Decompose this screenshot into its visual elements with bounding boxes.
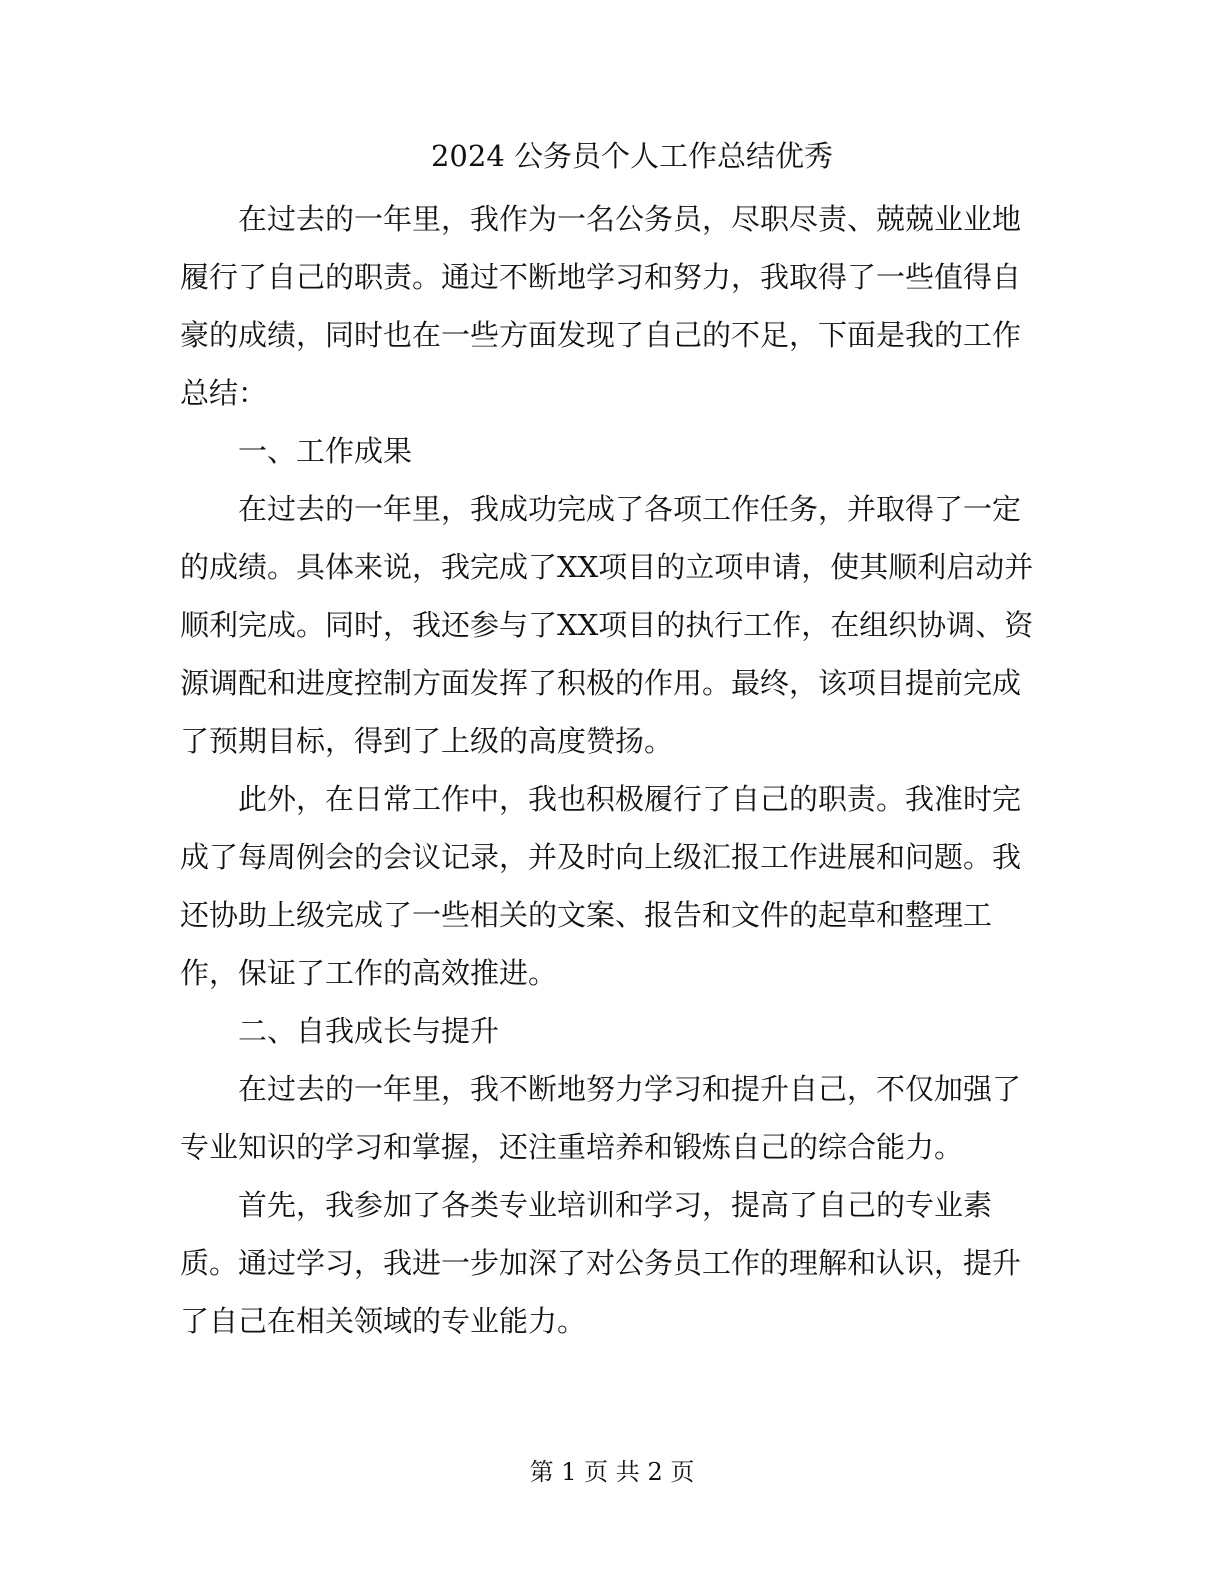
paragraph-daily-work: 此外，在日常工作中，我也积极履行了自己的职责。我准时完成了每周例会的会议记录，并及时向上级汇报工作进展和问题。我还协助上级完成了一些相关的文案、报告和文件的起草和整理工作，保证了工作的高效推进。 [180,782,1022,990]
paragraph-self-growth: 在过去的一年里，我不断地努力学习和提升自己，不仅加强了专业知识的学习和掌握，还注重培养和锻炼自己的综合能力。 [180,1072,1022,1164]
section-heading-self-growth: 二、自我成长与提升 [238,1014,500,1048]
paragraph-training: 首先，我参加了各类专业培训和学习，提高了自己的专业素质。通过学习，我进一步加深了对公务员工作的理解和认识，提升了自己在相关领域的专业能力。 [180,1188,1022,1338]
section-heading-work-results: 一、工作成果 [238,434,413,468]
paragraph-work-results: 在过去的一年里，我成功完成了各项工作任务，并取得了一定的成绩。具体来说，我完成了XX项目的立项申请，使其顺利启动并顺利完成。同时，我还参与了XX项目的执行工作，在组织协调、资源调配和进度控制方面发挥了积极的作用。最终，该项目提前完成了预期目标，得到了上级的高度赞扬。 [180,492,1034,758]
paragraph-intro: 在过去的一年里，我作为一名公务员，尽职尽责、兢兢业业地履行了自己的职责。通过不断地学习和努力，我取得了一些值得自豪的成绩，同时也在一些方面发现了自己的不足，下面是我的工作总结： [180,202,1022,410]
document-title: 2024 公务员个人工作总结优秀 [430,139,834,173]
document-body [180,190,1044,1350]
page-footer: 第 1 页 共 2 页 [529,1458,695,1486]
